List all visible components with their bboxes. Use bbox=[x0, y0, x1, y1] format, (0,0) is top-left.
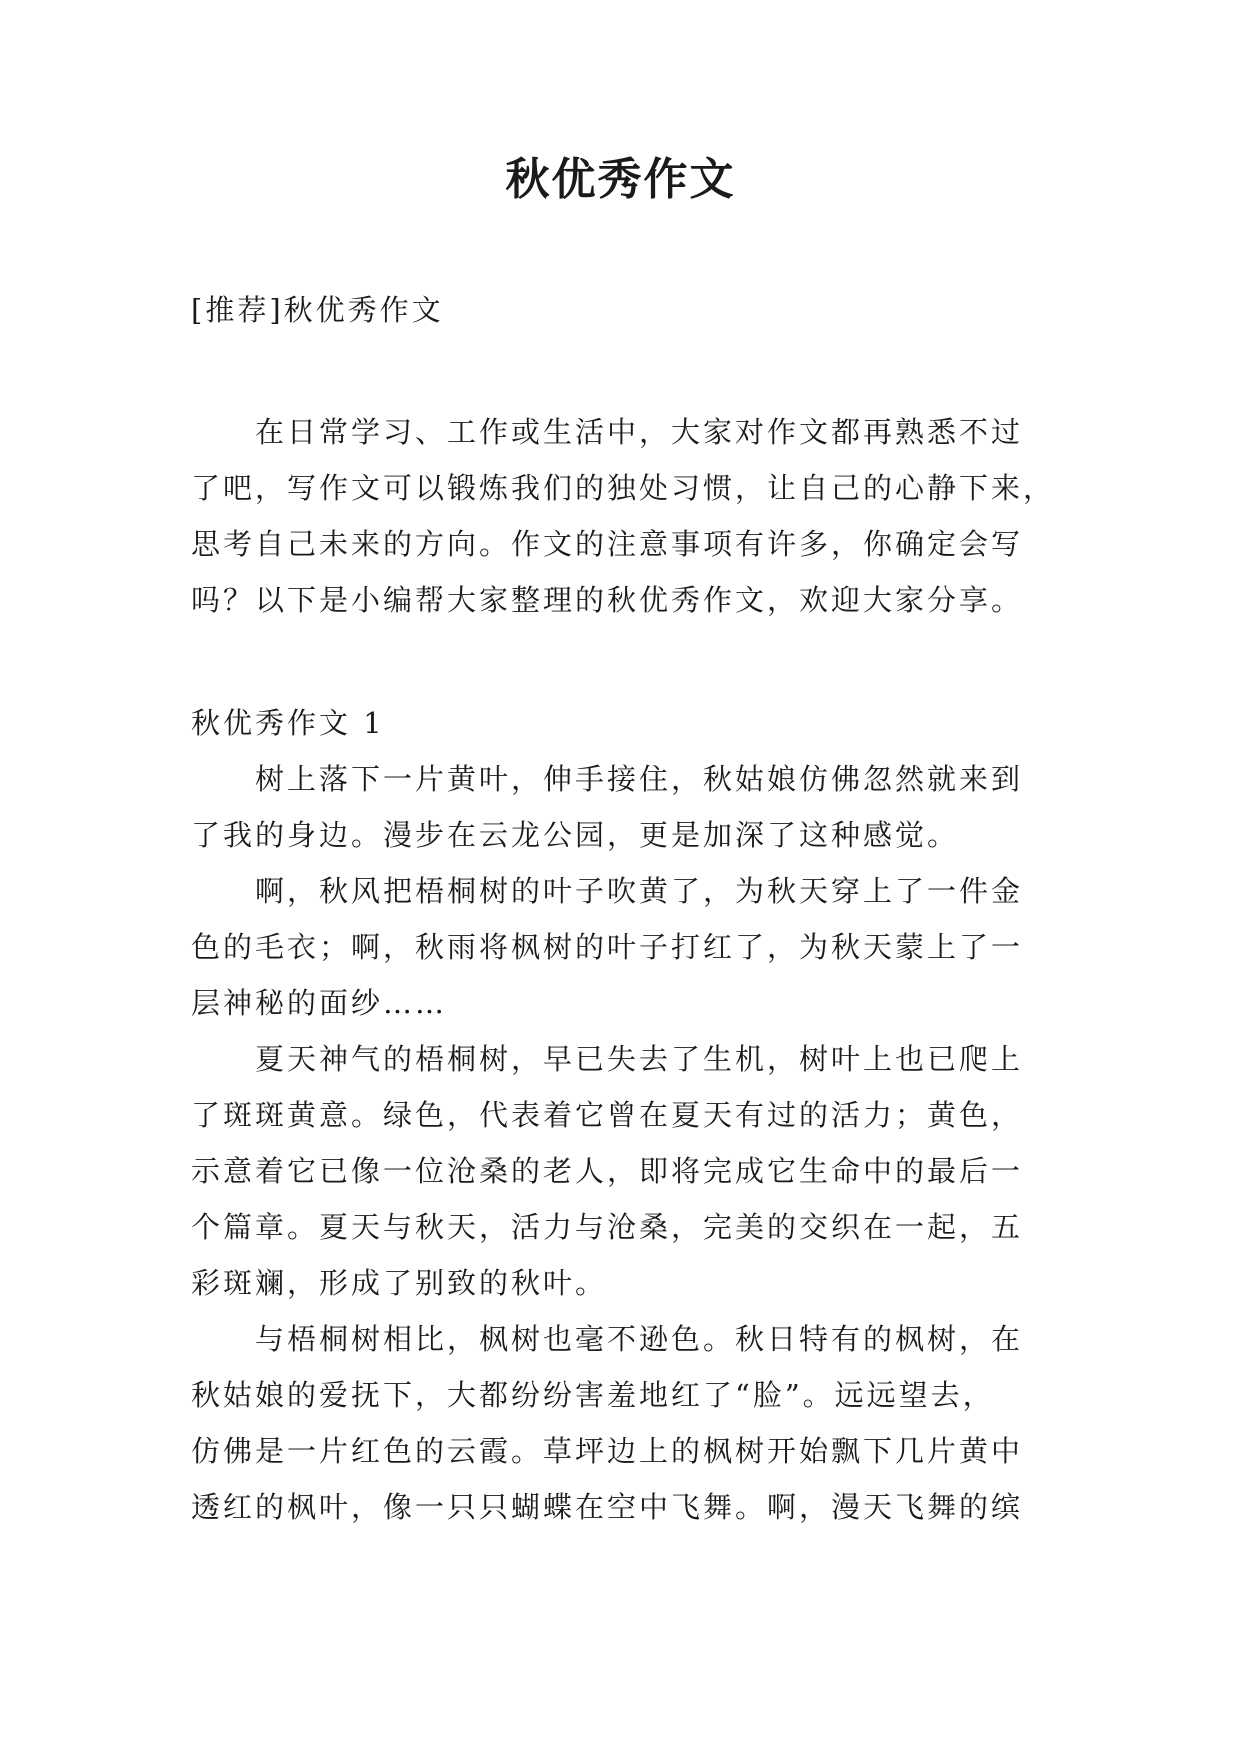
paragraph-line: 啊，秋风把梧桐树的叶子吹黄了，为秋天穿上了一件金 bbox=[255, 874, 1024, 908]
paragraph-line: 了我的身边。漫步在云龙公园，更是加深了这种感觉。 bbox=[191, 818, 960, 852]
paragraph-line: 个篇章。夏天与秋天，活力与沧桑，完美的交织在一起，五 bbox=[191, 1210, 1024, 1244]
page-title: 秋优秀作文 bbox=[505, 154, 736, 205]
essay-paragraph-3 bbox=[191, 1031, 1051, 1311]
paragraph-line: 仿佛是一片红色的云霞。草坪边上的枫树开始飘下几片黄中 bbox=[191, 1434, 1024, 1468]
essay-paragraph-1 bbox=[191, 751, 1051, 863]
paragraph-line: 彩斑斓，形成了别致的秋叶。 bbox=[191, 1266, 608, 1300]
paragraph-line: 与梧桐树相比，枫树也毫不逊色。秋日特有的枫树，在 bbox=[255, 1322, 1024, 1356]
paragraph-line: 层神秘的面纱…… bbox=[191, 986, 448, 1020]
intro-paragraph bbox=[191, 404, 1056, 628]
paragraph-line: 色的毛衣；啊，秋雨将枫树的叶子打红了，为秋天蒙上了一 bbox=[191, 930, 1024, 964]
paragraph-line: 了斑斑黄意。绿色，代表着它曾在夏天有过的活力；黄色， bbox=[191, 1098, 1024, 1132]
intro-line: 吗？以下是小编帮大家整理的秋优秀作文，欢迎大家分享。 bbox=[191, 583, 1024, 617]
paragraph-line: 透红的枫叶，像一只只蝴蝶在空中飞舞。啊，漫天飞舞的缤 bbox=[191, 1490, 1024, 1524]
paragraph-line: 秋姑娘的爱抚下，大都纷纷害羞地红了“脸”。远远望去， bbox=[191, 1378, 995, 1412]
paragraph-line: 示意着它已像一位沧桑的老人，即将完成它生命中的最后一 bbox=[191, 1154, 1024, 1188]
section-heading: 秋优秀作文 1 bbox=[191, 706, 385, 740]
intro-line: 思考自己未来的方向。作文的注意事项有许多，你确定会写 bbox=[191, 527, 1024, 561]
essay-paragraph-4 bbox=[191, 1311, 1051, 1535]
essay-section-1 bbox=[191, 695, 1051, 1535]
intro-line: 了吧，写作文可以锻炼我们的独处习惯，让自己的心静下来， bbox=[191, 471, 1056, 505]
paragraph-line: 夏天神气的梧桐树，早已失去了生机，树叶上也已爬上 bbox=[255, 1042, 1024, 1076]
intro-line: 在日常学习、工作或生活中，大家对作文都再熟悉不过 bbox=[255, 415, 1024, 449]
document-subtitle: [推荐]秋优秀作文 bbox=[191, 293, 444, 327]
essay-paragraph-2 bbox=[191, 863, 1051, 1031]
paragraph-line: 树上落下一片黄叶，伸手接住，秋姑娘仿佛忽然就来到 bbox=[255, 762, 1024, 796]
